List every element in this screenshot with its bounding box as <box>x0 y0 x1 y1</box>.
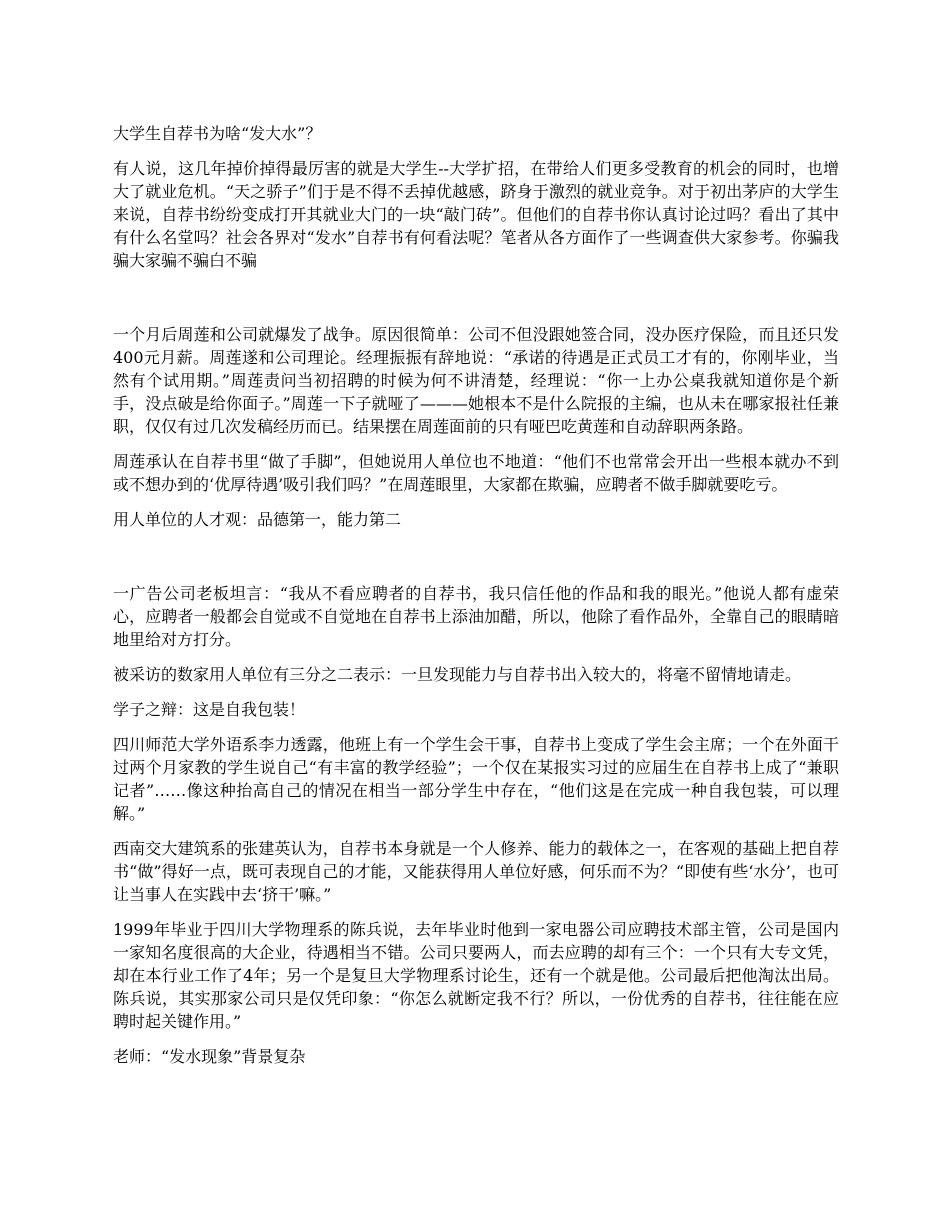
blank-gap <box>113 284 839 323</box>
body-paragraph: 被采访的数家用人单位有三分之二表示：一旦发现能力与自荐书出入较大的，将毫不留情地请走。 <box>113 665 802 684</box>
blank-gap <box>113 543 839 582</box>
document-body <box>113 122 839 1080</box>
section-heading-employers: 用人单位的人才观：品德第一，能力第二 <box>113 510 402 529</box>
body-paragraph: 四川师范大学外语系李力透露，他班上有一个学生会干事，自荐书上变成了学生会主席；一个在外面干过两个月家教的学生说自己“有丰富的教学经验”；一个仅在某报实习过的应届生在自荐书上成了“兼职记者”……像这种抬高自己的情况在相当一部分学生中存在，“他们这是在完成一种自我包装，可以理解。” <box>113 735 839 823</box>
intro-paragraph: 有人说，这几年掉价掉得最厉害的就是大学生--大学扩招，在带给人们更多受教育的机会的同时，也增大了就业危机。“天之骄子”们于是不得不丢掉优越感，跻身于激烈的就业竞争。对于初出茅庐的大学生来说，自荐书纷纷变成打开其就业大门的一块“敲门砖”。但他们的自荐书你认真讨论过吗？看出了其中有什么名堂吗？社会各界对“发水”自荐书有何看法呢？笔者从各方面作了一些调查供大家参考。你骗我骗大家骗不骗白不骗 <box>113 159 839 270</box>
article-title: 大学生自荐书为啥“发大水”？ <box>113 124 322 143</box>
body-paragraph: 1999年毕业于四川大学物理系的陈兵说，去年毕业时他到一家电器公司应聘技术部主管，公司是国内一家知名度很高的大企业，待遇相当不错。公司只要两人，而去应聘的却有三个：一个只有大专文凭，却在本行业工作了4年；另一个是复旦大学物理系讨论生，还有一个就是他。公司最后把他淘汰出局。陈兵说，其实那家公司只是仅凭印象：“你怎么就断定我不行？所以，一份优秀的自荐书，往往能在应聘时起关键作用。” <box>113 920 839 1031</box>
body-paragraph: 西南交大建筑系的张建英认为，自荐书本身就是一个人修养、能力的载体之一，在客观的基础上把自荐书“做”得好一点，既可表现自己的才能，又能获得用人单位好感，何乐而不为？“即使有些‘水分’，也可让当事人在实践中去‘挤干’嘛。” <box>113 839 839 904</box>
body-paragraph: 一个月后周莲和公司就爆发了战争。原因很简单：公司不但没跟她签合同，没办医疗保险，而且还只发400元月薪。周莲遂和公司理论。经理振振有辞地说：“承诺的待遇是正式员工才有的，你刚毕业，当然有个试用期。”周莲责问当初招聘的时候为何不讲清楚，经理说：“你一上办公桌我就知道你是个新手，没点破是给你面子。”周莲一下子就哑了———她根本不是什么院报的主编，也从未在哪家报社任兼职，仅仅有过几次发稿经历而已。结果摆在周莲面前的只有哑巴吃黄莲和自动辞职两条路。 <box>113 325 839 436</box>
section-heading-teachers: 老师：“发水现象”背景复杂 <box>113 1047 306 1066</box>
section-heading-students: 学子之辩：这是自我包装！ <box>113 700 306 719</box>
body-paragraph: 周莲承认在自荐书里“做了手脚”，但她说用人单位也不地道：“他们不也常常会开出一些根本就办不到或不想办到的‘优厚待遇’吸引我们吗？”在周莲眼里，大家都在欺骗，应聘者不做手脚就要吃亏。 <box>113 452 839 494</box>
body-paragraph: 一广告公司老板坦言：“我从不看应聘者的自荐书，我只信任他的作品和我的眼光。”他说人都有虚荣心，应聘者一般都会自觉或不自觉地在自荐书上添油加醋，所以，他除了看作品外，全靠自己的眼睛暗地里给对方打分。 <box>113 584 839 649</box>
